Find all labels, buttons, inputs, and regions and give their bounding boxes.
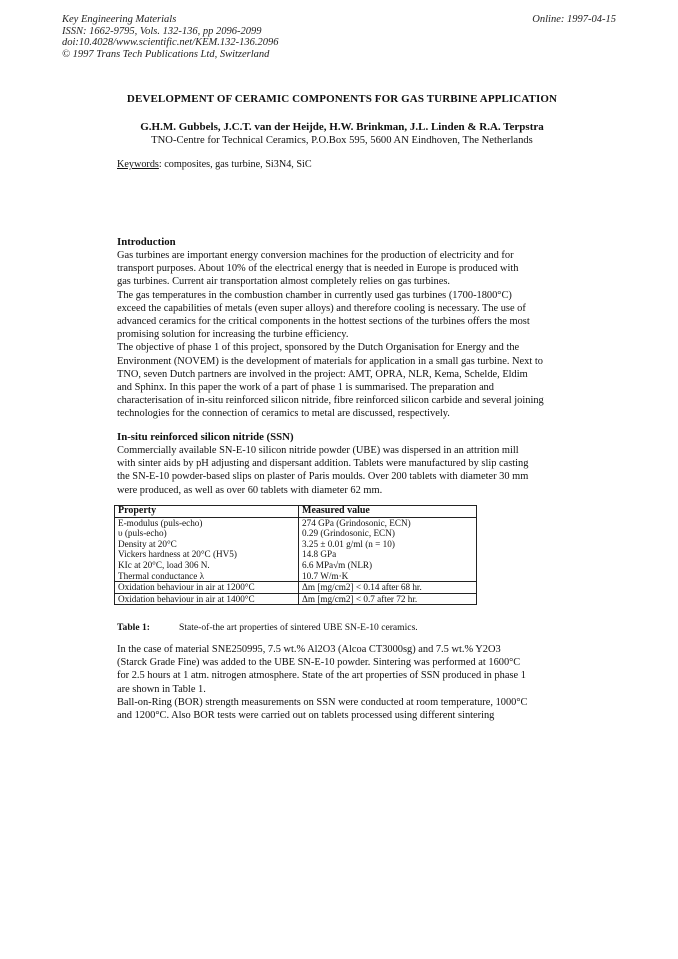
ssn-heading: In-situ reinforced silicon nitride (SSN)	[117, 431, 294, 443]
table-cell: 0.29 (Grindosonic, ECN)	[299, 528, 477, 539]
properties-table	[114, 505, 477, 605]
paragraph-line: technologies for the connection of ceramics to metal are discussed, respectively.	[117, 408, 450, 420]
paragraph-line: Environment (NOVEM) is the development of materials for application in a small gas turbine. Next to	[117, 355, 543, 367]
paper-authors: G.H.M. Gubbels, J.C.T. van der Heijde, H.W. Brinkman, J.L. Linden & R.A. Terpstra	[140, 121, 544, 133]
table-cell: E-modulus (puls-echo)	[115, 517, 299, 528]
table-row	[115, 517, 477, 528]
keywords-label: Keywords	[117, 159, 159, 170]
table-row	[115, 549, 477, 560]
table-caption-text: State-of-the art properties of sintered UBE SN-E-10 ceramics.	[179, 622, 418, 633]
table-cell: υ (puls-echo)	[115, 528, 299, 539]
paragraph-line: In the case of material SNE250995, 7.5 wt.% Al2O3 (Alcoa CT3000sg) and 7.5 wt.% Y2O3	[117, 644, 501, 655]
table-cell: 14.8 GPa	[299, 549, 477, 560]
table-cell: Oxidation behaviour in air at 1400°C	[115, 593, 299, 605]
paragraph-line: and Sphinx. In this paper the work of a part of phase 1 is summarised. The preparation and	[117, 382, 494, 394]
paragraph-line: are shown in Table 1.	[117, 683, 206, 695]
paragraph-line: transport purposes. About 10% of the electrical energy that is needed in Europe is produced with	[117, 263, 519, 275]
table-row	[115, 593, 477, 605]
paragraph-line: with sinter aids by pH adjusting and dispersant addition. Tablets were manufactured by slip casting	[117, 458, 529, 470]
table-caption-label: Table 1:	[117, 622, 150, 633]
paragraph-line: promising solution for increasing the turbine efficiency.	[117, 329, 349, 341]
table-cell: 3.25 ± 0.01 g/ml (n = 10)	[299, 539, 477, 550]
table-cell: Density at 20°C	[115, 539, 299, 550]
after-table-body	[117, 643, 577, 722]
table-cell: Δm [mg/cm2] < 0.7 after 72 hr.	[299, 593, 477, 605]
journal-name: Key Engineering Materials	[62, 14, 177, 25]
paragraph-line: for 2.5 hours at 1 atm. nitrogen atmosphere. State of the art properties of SSN produced in phase 1	[117, 670, 526, 682]
paragraph-line: (Starck Grade Fine) was added to the UBE SN-E-10 powder. Sintering was performed at 1600°C	[117, 657, 521, 669]
paragraph-line: TNO, seven Dutch partners are involved in the project: AMT, OPRA, NLR, Kema, Schelde, Eldim	[117, 368, 528, 380]
table-cell: 10.7 W/m·K	[299, 571, 477, 582]
paragraph-line: The gas temperatures in the combustion chamber in currently used gas turbines (1700-1800°C)	[117, 289, 512, 301]
introduction-heading: Introduction	[117, 236, 176, 248]
copyright-line: © 1997 Trans Tech Publications Ltd, Switzerland	[62, 48, 270, 60]
table-header-row	[115, 506, 477, 518]
paragraph-line: Commercially available SN-E-10 silicon nitride powder (UBE) was dispersed in an attrition mill	[117, 445, 519, 456]
keywords-line	[117, 159, 312, 170]
table-cell: Thermal conductance λ	[115, 571, 299, 582]
table-row	[115, 582, 477, 594]
paragraph-line: characterisation of in-situ reinforced silicon nitride, fibre reinforced silicon carbide and several joining	[117, 395, 544, 407]
paper-affiliation: TNO-Centre for Technical Ceramics, P.O.Box 595, 5600 AN Eindhoven, The Netherlands	[151, 135, 533, 146]
table-header-cell: Property	[115, 506, 299, 518]
paper-title: DEVELOPMENT OF CERAMIC COMPONENTS FOR GAS TURBINE APPLICATION	[126, 93, 558, 105]
table-row	[115, 571, 477, 582]
table-cell: Vickers hardness at 20°C (HV5)	[115, 549, 299, 560]
paragraph-line: The objective of phase 1 of this project, sponsored by the Dutch Organisation for Energy and the	[117, 342, 520, 354]
table-row	[115, 539, 477, 550]
paragraph-line: gas turbines. Current air transportation almost completely relies on gas turbines.	[117, 276, 450, 288]
paragraph-line: Ball-on-Ring (BOR) strength measurements on SSN were conducted at room temperature, 1000°C	[117, 696, 528, 708]
table-caption	[117, 622, 418, 633]
paragraph-line: were produced, as well as over 60 tablets with diameter 62 mm.	[117, 484, 383, 496]
table-row	[115, 560, 477, 571]
journal-header	[62, 14, 618, 60]
table-header-cell: Measured value	[299, 506, 477, 518]
table-cell: Oxidation behaviour in air at 1200°C	[115, 582, 299, 594]
table-cell: 6.6 MPa√m (NLR)	[299, 560, 477, 571]
ssn-body	[117, 444, 577, 497]
table-cell: 274 GPa (Grindosonic, ECN)	[299, 517, 477, 528]
paragraph-line: and 1200°C. Also BOR tests were carried out on tablets processed using different sintering	[117, 710, 495, 722]
issn-line: ISSN: 1662-9795, Vols. 132-136, pp 2096-2099	[62, 25, 262, 37]
table-cell: Δm [mg/cm2] < 0.14 after 68 hr.	[299, 582, 477, 594]
doi-line: doi:10.4028/www.scientific.net/KEM.132-136.2096	[62, 37, 279, 49]
keywords-text: : composites, gas turbine, Si3N4, SiC	[158, 159, 312, 170]
paragraph-line: advanced ceramics for the critical components in the hottest sections of the turbines offers the most	[117, 316, 530, 328]
introduction-body	[117, 249, 577, 421]
table-row	[115, 528, 477, 539]
table-cell: KIc at 20°C, load 306 N.	[115, 560, 299, 571]
online-date: Online: 1997-04-15	[532, 14, 616, 25]
paragraph-line: the SN-E-10 powder-based slips on plaster of Paris moulds. Over 200 tablets with diameter 30 mm	[117, 471, 529, 483]
paragraph-line: Gas turbines are important energy conversion machines for the production of electricity and for	[117, 250, 514, 261]
paragraph-line: exceed the capabilities of metals (even super alloys) and therefore cooling is necessary. The use of	[117, 302, 526, 314]
